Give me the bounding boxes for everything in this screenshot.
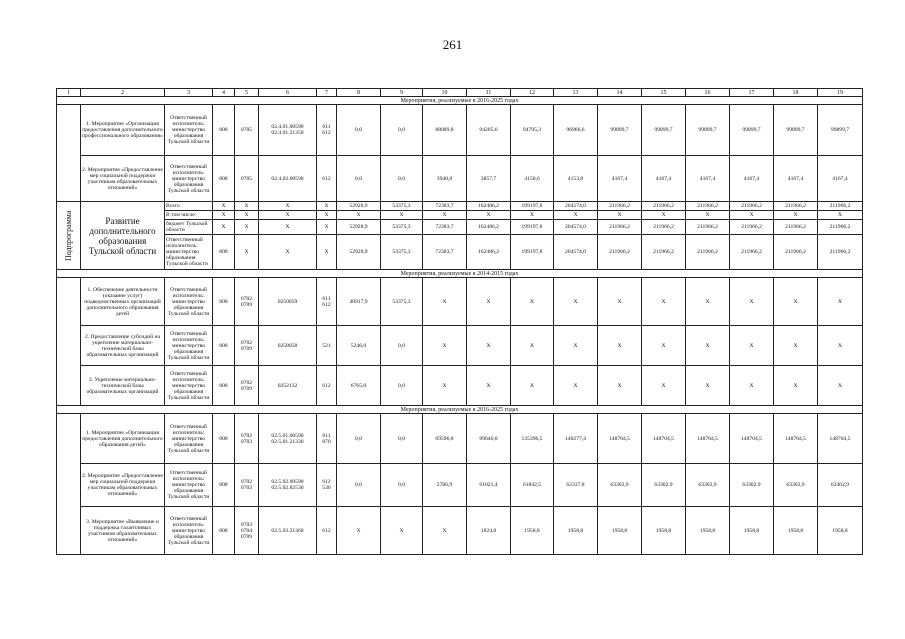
- value-cell: 6765,0: [337, 366, 381, 406]
- value-cell: 63302,9: [686, 464, 730, 507]
- value-cell: 52928,9: [337, 202, 381, 211]
- value-cell: 63302,9: [730, 464, 774, 507]
- column-header: 1: [57, 89, 81, 97]
- value-cell: 63302,9: [774, 464, 818, 507]
- value-cell: 0,0: [381, 326, 423, 366]
- value-cell: 3940,8: [423, 156, 467, 202]
- value-cell: 135396,5: [511, 414, 554, 464]
- column-header: 19: [818, 89, 863, 97]
- code-rzpr: 0702 0709: [235, 326, 259, 366]
- value-cell: 5246,0: [337, 326, 381, 366]
- table-row: [57, 414, 863, 464]
- value-cell: X: [730, 326, 774, 366]
- summary-label: В том числе:: [165, 211, 213, 220]
- value-cell: 0,0: [381, 366, 423, 406]
- value-cell: 211966,2: [774, 220, 818, 235]
- value-cell: 211966,2: [686, 220, 730, 235]
- value-cell: X: [467, 278, 511, 326]
- value-cell: 211966,2: [730, 202, 774, 211]
- value-cell: X: [511, 211, 554, 220]
- value-cell: 0,0: [381, 105, 423, 156]
- code-grbs: 808: [213, 105, 235, 156]
- value-cell: 61021,4: [467, 464, 511, 507]
- value-cell: 1958,8: [774, 507, 818, 555]
- value-cell: 148704,5: [818, 414, 863, 464]
- value-cell: 211966,2: [774, 235, 818, 270]
- executor: Ответственный исполнитель: министерство образования Тульской области: [165, 105, 213, 156]
- value-cell: 53375,3: [381, 202, 423, 211]
- summary-label: Ответственный исполнитель: министерство образования Тульской области: [165, 235, 213, 270]
- code-csr: X: [259, 235, 317, 270]
- value-cell: 211966,2: [642, 220, 686, 235]
- column-header: 18: [774, 89, 818, 97]
- table-row: [57, 366, 863, 406]
- value-cell: X: [554, 211, 598, 220]
- value-cell: 63302,9: [818, 464, 863, 507]
- value-cell: 1824,8: [467, 507, 511, 555]
- value-cell: X: [642, 366, 686, 406]
- section-header: Мероприятия, реализуемые в 2016-2025 годах: [57, 97, 863, 105]
- value-cell: 148704,5: [598, 414, 642, 464]
- table-row: [57, 464, 863, 507]
- summary-label: Всего: [165, 202, 213, 211]
- code-grbs: 808: [213, 366, 235, 406]
- column-header: 17: [730, 89, 774, 97]
- executor: Ответственный исполнитель: министерство образования Тульской области: [165, 507, 213, 555]
- value-cell: 211966,2: [598, 202, 642, 211]
- value-cell: X: [423, 326, 467, 366]
- code-grbs: 808: [213, 326, 235, 366]
- table-row: [57, 507, 863, 555]
- value-cell: 53375,3: [381, 235, 423, 270]
- summary-label: бюджет Тульской области: [165, 220, 213, 235]
- value-cell: 211966,2: [774, 202, 818, 211]
- empty-cell: [57, 414, 81, 555]
- value-cell: 4167,4: [598, 156, 642, 202]
- value-cell: X: [467, 366, 511, 406]
- value-cell: X: [598, 278, 642, 326]
- code-vr: X: [317, 202, 337, 211]
- value-cell: 199197,8: [511, 220, 554, 235]
- value-cell: X: [818, 211, 863, 220]
- value-cell: 211966,2: [598, 235, 642, 270]
- measure-name: 2. Мероприятие «Предоставление мер социальной поддержки участникам образовательных отношений»: [81, 464, 165, 507]
- code-csr: 02.5.01.00590 02.5.01.21330: [259, 414, 317, 464]
- column-header: 2: [81, 89, 165, 97]
- code-csr: 02.5.02.00590 02.5.02.82530: [259, 464, 317, 507]
- value-cell: X: [686, 326, 730, 366]
- measure-name: 1. Мероприятие «Организация предоставления дополнительного профессионального образования»: [81, 105, 165, 156]
- value-cell: 69596,8: [423, 414, 467, 464]
- value-cell: 99899,7: [818, 105, 863, 156]
- value-cell: 162486,2: [467, 235, 511, 270]
- code-csr: X: [259, 202, 317, 211]
- column-header: 6: [259, 89, 317, 97]
- value-cell: 2786,9: [423, 464, 467, 507]
- code-rzpr: X: [235, 220, 259, 235]
- code-rzpr: X: [235, 211, 259, 220]
- value-cell: 211966,2: [642, 235, 686, 270]
- code-vr: 611 870: [317, 414, 337, 464]
- value-cell: X: [774, 326, 818, 366]
- measure-name: 1. Мероприятие «Организация предоставления дополнительного образования детей»: [81, 414, 165, 464]
- value-cell: X: [598, 326, 642, 366]
- executor: Ответственный исполнитель: министерство образования Тульской области: [165, 326, 213, 366]
- value-cell: X: [686, 211, 730, 220]
- table-row: [57, 202, 863, 211]
- code-rzpr: X: [235, 235, 259, 270]
- code-vr: 612: [317, 156, 337, 202]
- table-row: [57, 270, 863, 278]
- code-vr: 521: [317, 326, 337, 366]
- column-header: 8: [337, 89, 381, 97]
- value-cell: 211966,2: [598, 220, 642, 235]
- measure-name: 2. Мероприятие «Предоставление мер социальной поддержки участникам образовательных отношений»: [81, 156, 165, 202]
- value-cell: 4167,4: [730, 156, 774, 202]
- value-cell: 204574,0: [554, 235, 598, 270]
- value-cell: 63302,9: [598, 464, 642, 507]
- code-vr: 612: [317, 507, 337, 555]
- subprogram-title: Развитие дополнительного образования Тульской области: [81, 202, 165, 270]
- section-header: Мероприятия, реализуемые в 2016-2025 годах: [57, 406, 863, 414]
- value-cell: 99640,0: [467, 414, 511, 464]
- code-csr: X: [259, 211, 317, 220]
- table-row: [57, 406, 863, 414]
- code-grbs: 808: [213, 464, 235, 507]
- value-cell: 99899,7: [642, 105, 686, 156]
- value-cell: 99899,7: [730, 105, 774, 156]
- measure-name: 1. Обеспечение деятельности (оказание услуг) подведомственных организаций дополнительного образования детей: [81, 278, 165, 326]
- table-row: [57, 326, 863, 366]
- value-cell: 211966,2: [730, 220, 774, 235]
- code-vr: 612: [317, 366, 337, 406]
- value-cell: 211966,2: [818, 235, 863, 270]
- value-cell: X: [818, 326, 863, 366]
- value-cell: 211966,2: [686, 235, 730, 270]
- code-grbs: 808: [213, 414, 235, 464]
- value-cell: 99899,7: [598, 105, 642, 156]
- code-grbs: 808: [213, 278, 235, 326]
- value-cell: X: [381, 507, 423, 555]
- value-cell: X: [730, 211, 774, 220]
- code-vr: X: [317, 235, 337, 270]
- value-cell: 4167,4: [818, 156, 863, 202]
- table-row: [57, 89, 863, 97]
- page-number: 261: [442, 37, 463, 52]
- value-cell: X: [511, 366, 554, 406]
- value-cell: X: [467, 326, 511, 366]
- table-row: [57, 105, 863, 156]
- table-row: [57, 156, 863, 202]
- value-cell: X: [598, 211, 642, 220]
- value-cell: X: [818, 366, 863, 406]
- code-vr: 611 612: [317, 105, 337, 156]
- value-cell: 211966,2: [818, 220, 863, 235]
- value-cell: X: [598, 366, 642, 406]
- table-row: [57, 211, 863, 220]
- value-cell: X: [554, 326, 598, 366]
- value-cell: X: [423, 366, 467, 406]
- code-grbs: 808: [213, 507, 235, 555]
- code-rzpr: 0702 0709: [235, 278, 259, 326]
- value-cell: X: [730, 278, 774, 326]
- code-csr: 02.4.02.00590: [259, 156, 317, 202]
- code-vr: X: [317, 211, 337, 220]
- value-cell: 1958,8: [730, 507, 774, 555]
- code-csr: 0258058: [259, 326, 317, 366]
- value-cell: 0,0: [337, 414, 381, 464]
- value-cell: 162486,2: [467, 202, 511, 211]
- table-row: [57, 97, 863, 105]
- measure-name: 3. Мероприятие «Выявление и поддержка талантливых участников образовательных отношений»: [81, 507, 165, 555]
- value-cell: X: [467, 211, 511, 220]
- value-cell: 162486,2: [467, 220, 511, 235]
- column-header: 5: [235, 89, 259, 97]
- code-vr: 612 530: [317, 464, 337, 507]
- column-header: 7: [317, 89, 337, 97]
- value-cell: 63302,9: [642, 464, 686, 507]
- value-cell: 1958,8: [598, 507, 642, 555]
- code-grbs: X: [213, 202, 235, 211]
- value-cell: 61842,5: [511, 464, 554, 507]
- table-row: [57, 220, 863, 235]
- value-cell: 4153,8: [554, 156, 598, 202]
- value-cell: 1958,8: [511, 507, 554, 555]
- budget-table: [56, 88, 863, 555]
- column-header: 15: [642, 89, 686, 97]
- code-vr: X: [317, 220, 337, 235]
- value-cell: X: [642, 326, 686, 366]
- value-cell: 4167,4: [642, 156, 686, 202]
- column-header: 14: [598, 89, 642, 97]
- measure-name: 2. Предоставление субсидий на укрепление материально-технической базы образовательных организаций: [81, 326, 165, 366]
- value-cell: X: [554, 366, 598, 406]
- code-csr: 0252132: [259, 366, 317, 406]
- empty-cell: [57, 105, 81, 202]
- value-cell: 72383,7: [423, 220, 467, 235]
- value-cell: 72383,7: [423, 235, 467, 270]
- value-cell: 0,0: [381, 464, 423, 507]
- code-rzpr: 0703 0704 0709: [235, 507, 259, 555]
- value-cell: 3857,7: [467, 156, 511, 202]
- executor: Ответственный исполнитель: министерство образования Тульской области: [165, 278, 213, 326]
- value-cell: 148704,5: [774, 414, 818, 464]
- value-cell: 52928,9: [337, 235, 381, 270]
- table-row: [57, 235, 863, 270]
- value-cell: X: [642, 278, 686, 326]
- value-cell: 53375,3: [381, 278, 423, 326]
- value-cell: 4150,6: [511, 156, 554, 202]
- value-cell: 99899,7: [774, 105, 818, 156]
- value-cell: 148704,5: [730, 414, 774, 464]
- code-rzpr: 0702 0703: [235, 464, 259, 507]
- value-cell: 211966,2: [642, 202, 686, 211]
- value-cell: 4167,4: [686, 156, 730, 202]
- value-cell: 0,0: [337, 156, 381, 202]
- value-cell: 99899,7: [686, 105, 730, 156]
- value-cell: 1958,8: [686, 507, 730, 555]
- executor: Ответственный исполнитель: министерство образования Тульской области: [165, 414, 213, 464]
- value-cell: 148704,5: [642, 414, 686, 464]
- table-row: [57, 278, 863, 326]
- value-cell: X: [686, 278, 730, 326]
- column-header: 13: [554, 89, 598, 97]
- value-cell: 1958,8: [642, 507, 686, 555]
- value-cell: 1958,8: [818, 507, 863, 555]
- value-cell: X: [642, 211, 686, 220]
- code-csr: 02.4.01.00590 02.4.01.21350: [259, 105, 317, 156]
- value-cell: 199197,8: [511, 235, 554, 270]
- code-rzpr: X: [235, 202, 259, 211]
- value-cell: 52928,9: [337, 220, 381, 235]
- value-cell: 94205,6: [467, 105, 511, 156]
- column-header: 9: [381, 89, 423, 97]
- value-cell: 211966,2: [686, 202, 730, 211]
- value-cell: 204574,0: [554, 202, 598, 211]
- value-cell: X: [381, 211, 423, 220]
- code-rzpr: 0705: [235, 105, 259, 156]
- measure-name: 3. Укрепление материально-технической базы образовательных организаций: [81, 366, 165, 406]
- value-cell: X: [554, 278, 598, 326]
- value-cell: 211966,2: [730, 235, 774, 270]
- value-cell: 1958,8: [554, 507, 598, 555]
- column-header: 4: [213, 89, 235, 97]
- value-cell: X: [337, 507, 381, 555]
- code-grbs: X: [213, 220, 235, 235]
- value-cell: 199197,8: [511, 202, 554, 211]
- value-cell: X: [511, 326, 554, 366]
- code-grbs: 808: [213, 235, 235, 270]
- code-csr: X: [259, 220, 317, 235]
- column-header: 11: [467, 89, 511, 97]
- column-header: 3: [165, 89, 213, 97]
- value-cell: 96966,6: [554, 105, 598, 156]
- code-rzpr: 0702 0709: [235, 366, 259, 406]
- value-cell: 148704,5: [686, 414, 730, 464]
- code-grbs: 808: [213, 156, 235, 202]
- code-rzpr: 0705: [235, 156, 259, 202]
- code-vr: 611 612: [317, 278, 337, 326]
- section-header: Мероприятия, реализуемые в 2014-2015 годах: [57, 270, 863, 278]
- code-csr: 02.5.03.21360: [259, 507, 317, 555]
- code-rzpr: 0702 0703: [235, 414, 259, 464]
- value-cell: 140277,4: [554, 414, 598, 464]
- value-cell: 0,0: [337, 105, 381, 156]
- value-cell: 72383,7: [423, 202, 467, 211]
- value-cell: X: [774, 366, 818, 406]
- executor: Ответственный исполнитель: министерство образования Тульской области: [165, 156, 213, 202]
- value-cell: 211966,2: [818, 202, 863, 211]
- value-cell: 94795,3: [511, 105, 554, 156]
- value-cell: 88089,8: [423, 105, 467, 156]
- value-cell: 53375,3: [381, 220, 423, 235]
- column-header: 10: [423, 89, 467, 97]
- column-header: 12: [511, 89, 554, 97]
- code-grbs: X: [213, 211, 235, 220]
- value-cell: 4167,4: [774, 156, 818, 202]
- value-cell: 204574,0: [554, 220, 598, 235]
- value-cell: 40917,9: [337, 278, 381, 326]
- empty-cell: [57, 278, 81, 406]
- value-cell: X: [423, 507, 467, 555]
- subprogram-vertical-label: Подпрограмма: [57, 202, 81, 270]
- value-cell: X: [774, 211, 818, 220]
- value-cell: X: [511, 278, 554, 326]
- value-cell: 0,0: [381, 414, 423, 464]
- column-header: 16: [686, 89, 730, 97]
- value-cell: X: [423, 211, 467, 220]
- value-cell: 0,0: [337, 464, 381, 507]
- value-cell: X: [423, 278, 467, 326]
- executor: Ответственный исполнитель: министерство образования Тульской области: [165, 366, 213, 406]
- value-cell: X: [774, 278, 818, 326]
- value-cell: 0,0: [381, 156, 423, 202]
- value-cell: X: [818, 278, 863, 326]
- value-cell: 62337,8: [554, 464, 598, 507]
- executor: Ответственный исполнитель: министерство образования Тульской области: [165, 464, 213, 507]
- value-cell: X: [730, 366, 774, 406]
- code-csr: 0250059: [259, 278, 317, 326]
- value-cell: X: [337, 211, 381, 220]
- value-cell: X: [686, 366, 730, 406]
